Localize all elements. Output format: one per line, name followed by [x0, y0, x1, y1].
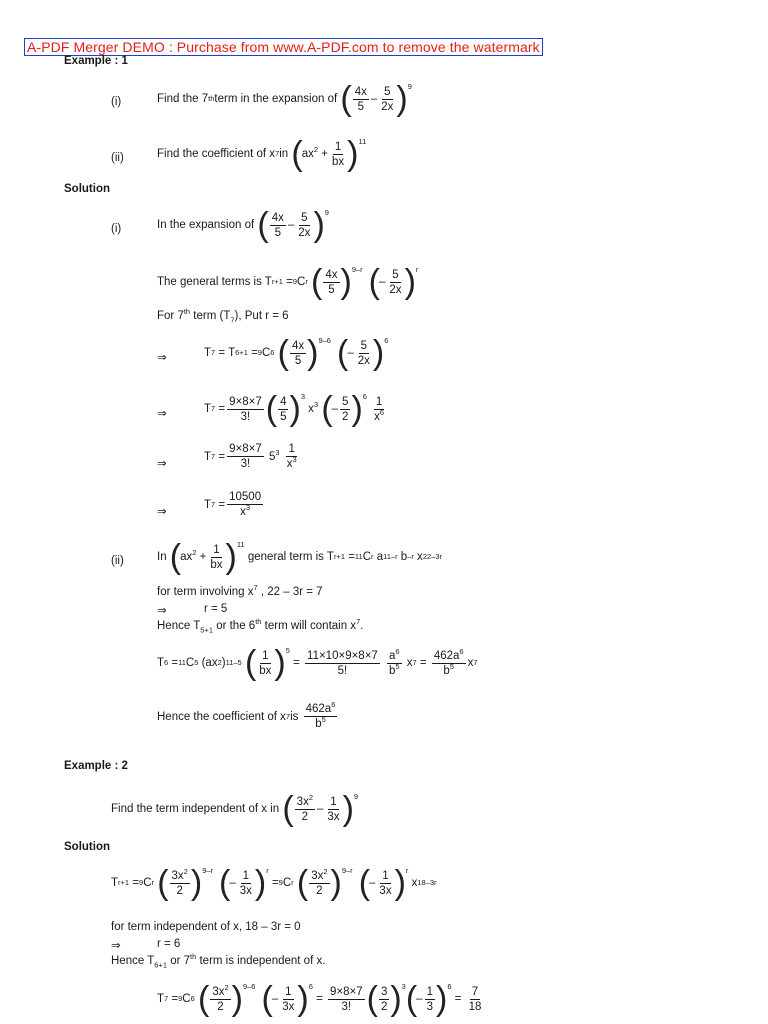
for-7th-term: For 7th term $(T_7)$, Put r = 6	[157, 307, 289, 325]
example-1-title: Example : 1	[64, 55, 128, 67]
hence-independent: Hence $T_{6+1}$ or 7th term is independent of x.	[111, 952, 326, 970]
implies-1: ⇒	[157, 352, 167, 364]
independent-condition: for term independent of x, 18 – 3r = 0	[111, 921, 301, 933]
expression: ( ax $^2$ + $\frac{1}{bx}$ )	[291, 135, 359, 173]
hence-t6: Hence $T_{5+1}$ or the 6th term will contain $x^7$.	[157, 617, 364, 635]
r-equals-6: r = 6	[157, 938, 181, 950]
part-ii-label: (ii)	[111, 152, 124, 164]
sol-ii-general: In ( ax $^2$ + $\frac{1}{bx}$ ) $^{11}$ general term is T r+1 = 11 C r a 11–r b –r x 22–3r	[157, 538, 442, 576]
example-2-title: Example : 2	[64, 760, 128, 772]
ex2-t7-result: T 7 = 9 C 6 ( $\frac{3x^2}{2}$ ) $^{9-6}$ ( – $\frac{1}{3x}$ ) $^6$ = $\frac{9\times 8\times 7}{3!}$ ( $\frac{3}{2}$ ) $^3$ ( – $\frac{1}{3}$ ) $^6$ = $\frac{7}{18}$	[157, 980, 482, 1018]
part-i-label: (i)	[111, 96, 122, 108]
coefficient-result: Hence the coefficient of x 7 is $\frac{462a^6}{b^5}$	[157, 700, 336, 730]
general-term: The general terms is T r+1 = 9 C r ( $\frac{4x}{5}$ ) $^{9-r}$ ( – $\frac{5}{2x}$ ) $^r$	[157, 263, 419, 301]
term-involving: for term involving $x^7$ , 22 – 3r = 7	[157, 583, 323, 598]
example-1-part-ii: Find the coefficient of x 7 in ( ax $^2$ + $\frac{1}{bx}$ ) $^{11}$	[157, 135, 367, 173]
implies-3: ⇒	[157, 458, 167, 470]
sol-i-label: (i)	[111, 223, 122, 235]
example-2-question: Find the term independent of x in ( $\frac{3x^2}{2}$ – $\frac{1}{3x}$ ) $^9$	[111, 790, 359, 828]
solution-2-label: Solution	[64, 841, 110, 853]
t7-step-3: T 7 = $\frac{9\times 8\times 7}{3!}$ 5 $^3$ $\frac{1}{x^3}$	[204, 443, 297, 470]
t6-expansion: T 6 = 11 C 5 (ax 2 ) 11–5 ( $\frac{1}{bx}$ ) $^5$ = $\frac{11\times 10\times 9\times 8\times 7}{5!}$ $\frac{a^6}{b^5}$ x 7 = $\frac{462a^6}{b^5}$ x 7	[157, 644, 478, 682]
solution-label: Solution	[64, 183, 110, 195]
t7-step-2: T 7 = $\frac{9\times 8\times 7}{3!}$ ( $\frac{4}{5}$ ) $^3$ x $^3$ ( – $\frac{5}{2}$ ) $^6$ $\frac{1}{x^6}$	[204, 390, 385, 428]
implies-2: ⇒	[157, 408, 167, 420]
sol-i-expansion: In the expansion of ( $\frac{4x}{5}$ – $\frac{5}{2x}$ ) $^9$	[157, 206, 329, 244]
sol-ii-label: (ii)	[111, 555, 124, 567]
example-1-part-i: Find the 7 th term in the expansion of ( $\frac{4x}{5}$ – $\frac{5}{2x}$ ) $^9$	[157, 80, 412, 118]
implies-4: ⇒	[157, 506, 167, 518]
r-equals-5: r = 5	[204, 603, 228, 615]
implies-r6: ⇒	[111, 940, 121, 952]
expression: ( $\frac{4x}{5}$ – $\frac{5}{2x}$ )	[340, 80, 408, 118]
implies-r5: ⇒	[157, 605, 167, 617]
t7-step-1: T 7 = T 6+1 = 9 C 6 ( $\frac{4x}{5}$ ) $^{9-6}$ ( – $\frac{5}{2x}$ ) $^6$	[204, 334, 389, 372]
t7-final: T 7 = $\frac{10500}{x^3}$	[204, 491, 262, 518]
ex2-general-term: T r+1 = 9 C r ( $\frac{3x^2}{2}$ ) $^{9-r}$ ( – $\frac{1}{3x}$ ) $^r$ = 9 C r ( $\frac{3x^2}{2}$ ) $^{9-r}$ ( – $\frac{1}{3x}$ ) $^r$ x 18–3r	[111, 864, 437, 902]
watermark-banner[interactable]: A-PDF Merger DEMO : Purchase from www.A-PDF.com to remove the watermark	[24, 38, 543, 56]
